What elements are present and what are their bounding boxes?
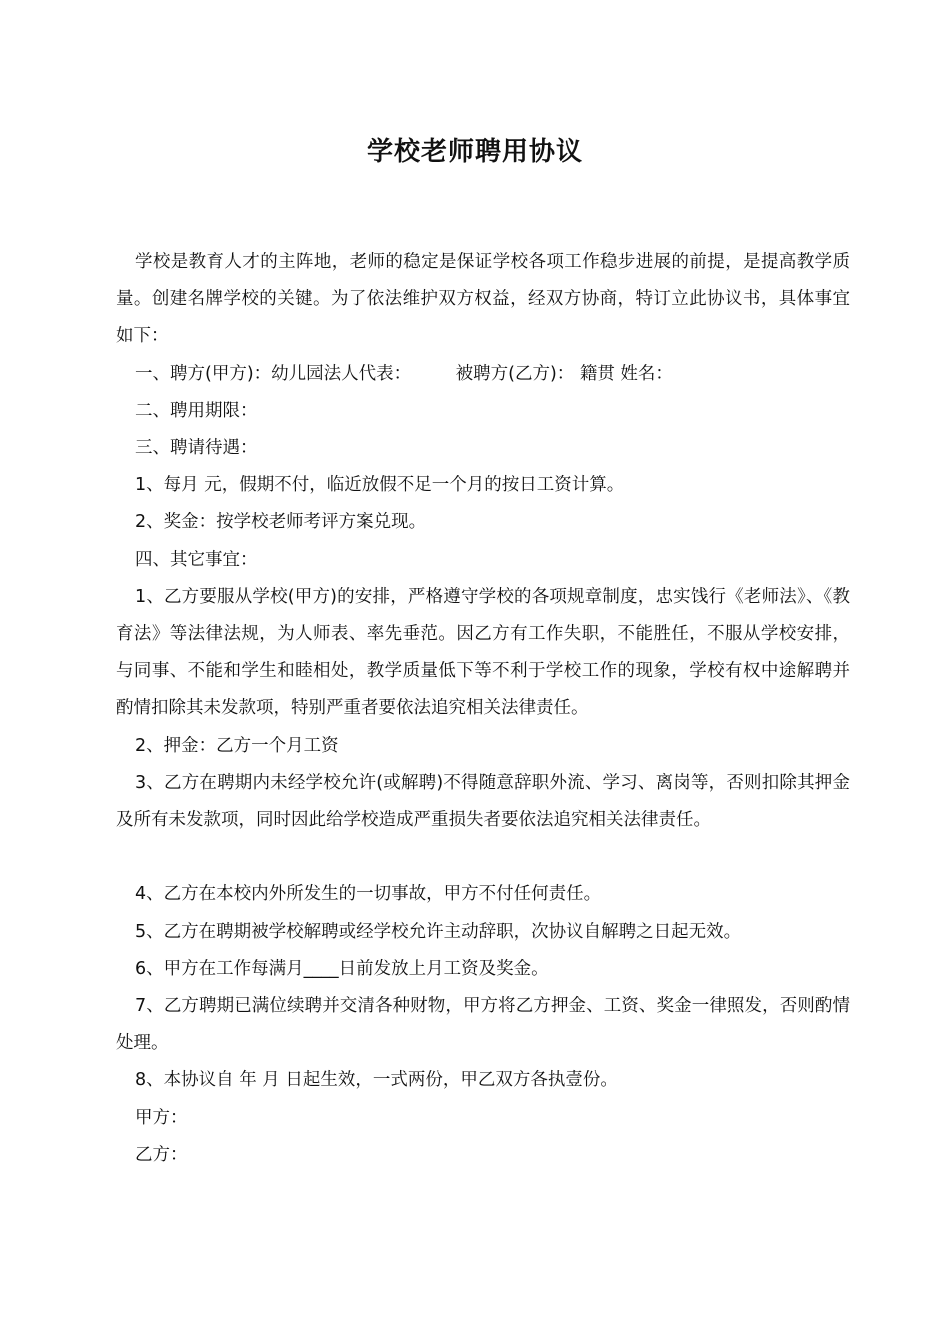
treatment-item-1: 1、每月 元，假期不付，临近放假不足一个月的按日工资计算。 [135, 475, 625, 496]
other-item-8: 8、本协议自 年 月 日起生效，一式两份，甲乙双方各执壹份。 [135, 1070, 618, 1091]
signature-party-a: 甲方： [135, 1107, 188, 1128]
section-employer: 一、聘方(甲方)：幼儿园法人代表： 被聘方(乙方)： 籍贯 姓名： [135, 363, 673, 384]
other-item-2: 2、押金：乙方一个月工资 [135, 735, 339, 756]
other-item-7: 7、乙方聘期已满位续聘并交清各种财物，甲方将乙方押金、工资、奖金一律照发，否则酌情处理。 [116, 996, 850, 1054]
treatment-item-2: 2、奖金：按学校老师考评方案兑现。 [135, 512, 427, 533]
signature-party-b: 乙方： [135, 1144, 188, 1165]
section-treatment: 三、聘请待遇： [135, 438, 258, 459]
page-title: 学校老师聘用协议 [366, 137, 583, 167]
section-employment-term: 二、聘用期限： [135, 400, 258, 421]
other-item-4: 4、乙方在本校内外所发生的一切事故，甲方不付任何责任。 [135, 884, 602, 905]
blank-line [116, 839, 850, 876]
section-other-matters: 四、其它事宜： [135, 549, 258, 570]
document-body [116, 244, 850, 1174]
other-item-5: 5、乙方在聘期被学校解聘或经学校允许主动辞职，次协议自解聘之日起无效。 [135, 921, 742, 942]
other-item-3: 3、乙方在聘期内未经学校允许(或解聘)不得随意辞职外流、学习、离岗等，否则扣除其押金及所有未发款项，同时因此给学校造成严重损失者要依法追究相关法律责任。 [116, 772, 850, 831]
other-item-6: 6、甲方在工作每满月____日前发放上月工资及奖金。 [135, 958, 549, 979]
intro-paragraph: 学校是教育人才的主阵地，老师的稳定是保证学校各项工作稳步进展的前提，是提高教学质量。创建名牌学校的关键。为了依法维护双方权益，经双方协商，特订立此协议书，具体事宜如下： [116, 252, 850, 347]
other-item-1: 1、乙方要服从学校(甲方)的安排，严格遵守学校的各项规章制度，忠实饯行《老师法》、《教育法》等法律法规，为人师表、率先垂范。因乙方有工作失职，不能胜任，不服从学校安排，与同事、不能和学生和睦相处，教学质量低下等不利于学校工作的现象，学校有权中途解聘并酌情扣除其未发款项，特别严重者要依法追究相关法律责任。 [116, 586, 850, 719]
